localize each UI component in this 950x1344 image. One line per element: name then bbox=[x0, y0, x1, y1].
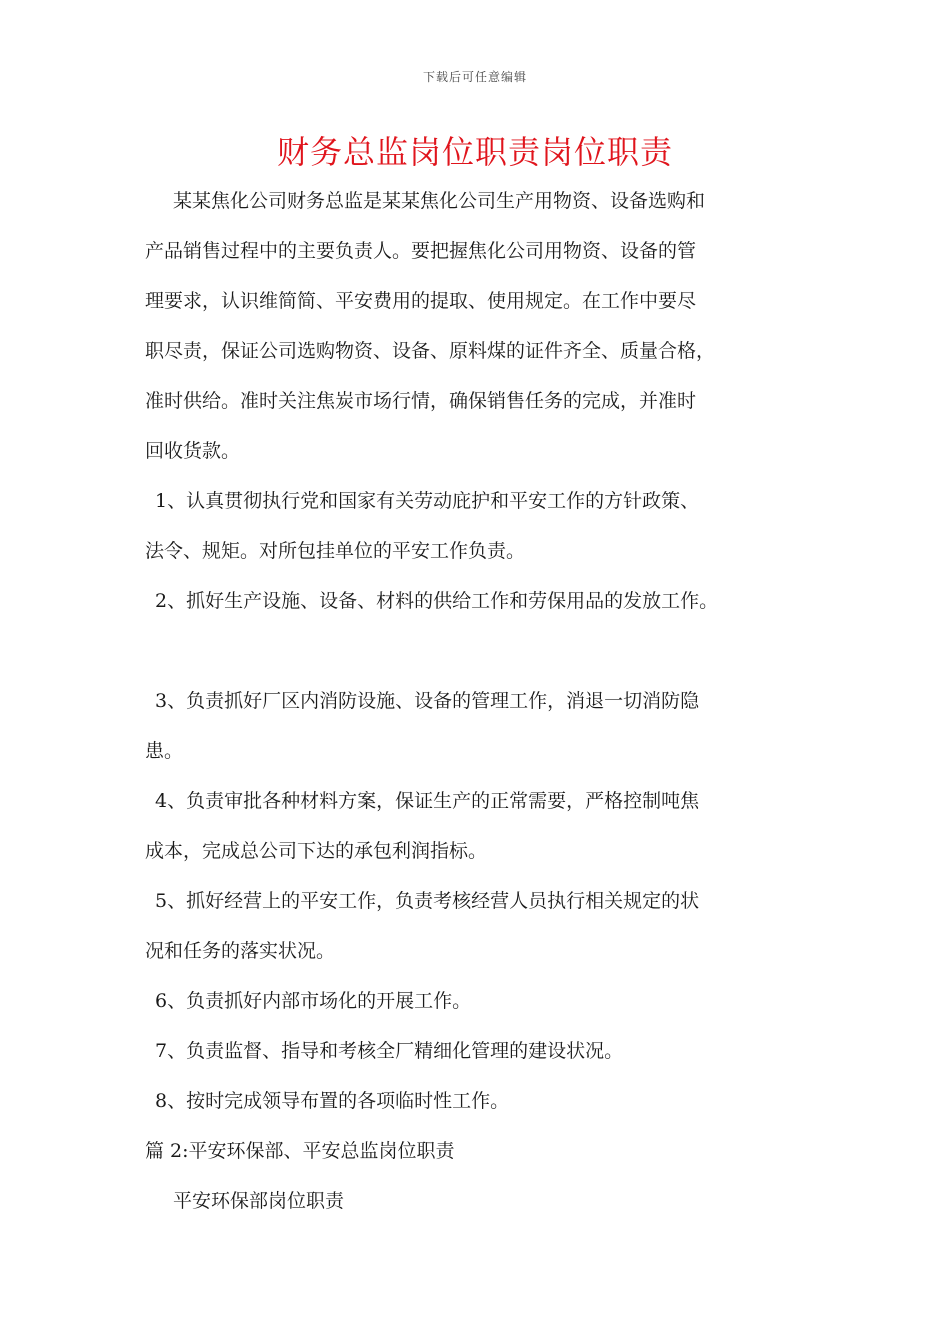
intro-line: 回收货款。 bbox=[145, 440, 241, 462]
duty-item-8: 8、按时完成领导布置的各项临时性工作。 bbox=[155, 1090, 510, 1112]
header-note: 下载后可任意编辑 bbox=[422, 70, 527, 84]
intro-line: 产品销售过程中的主要负责人。要把握焦化公司用物资、设备的管 bbox=[145, 240, 697, 262]
section-2-subheading: 平安环保部岗位职责 bbox=[173, 1190, 345, 1212]
duty-item-5-continued: 况和任务的落实状况。 bbox=[145, 940, 336, 962]
duty-item-6: 6、负责抓好内部市场化的开展工作。 bbox=[155, 990, 472, 1012]
duty-item-3: 3、负责抓好厂区内消防设施、设备的管理工作，消退一切消防隐 bbox=[155, 690, 700, 712]
document-body bbox=[145, 176, 825, 1226]
duty-item-4-continued: 成本，完成总公司下达的承包利润指标。 bbox=[145, 840, 488, 862]
intro-line: 某某焦化公司财务总监是某某焦化公司生产用物资、设备选购和 bbox=[173, 190, 706, 212]
duty-item-3-continued: 患。 bbox=[145, 740, 184, 762]
duty-item-4: 4、负责审批各种材料方案，保证生产的正常需要，严格控制吨焦 bbox=[155, 790, 700, 812]
blank-line bbox=[145, 626, 825, 676]
duty-item-1: 1、认真贯彻执行党和国家有关劳动庇护和平安工作的方针政策、 bbox=[155, 490, 700, 512]
duty-item-1-continued: 法令、规矩。对所包挂单位的平安工作负责。 bbox=[145, 540, 526, 562]
duty-item-7: 7、负责监督、指导和考核全厂精细化管理的建设状况。 bbox=[155, 1040, 624, 1062]
duty-item-5: 5、抓好经营上的平安工作，负责考核经营人员执行相关规定的状 bbox=[155, 890, 700, 912]
intro-line: 理要求，认识维简简、平安费用的提取、使用规定。在工作中要尽 bbox=[145, 290, 697, 312]
document-title: 财务总监岗位职责岗位职责 bbox=[276, 133, 673, 171]
section-2-heading: 篇 2:平安环保部、平安总监岗位职责 bbox=[145, 1140, 455, 1162]
duty-item-2: 2、抓好生产设施、设备、材料的供给工作和劳保用品的发放工作。 bbox=[155, 590, 719, 612]
intro-line: 准时供给。准时关注焦炭市场行情，确保销售任务的完成，并准时 bbox=[145, 390, 697, 412]
intro-line: 职尽责，保证公司选购物资、设备、原料煤的证件齐全、质量合格， bbox=[145, 340, 716, 362]
